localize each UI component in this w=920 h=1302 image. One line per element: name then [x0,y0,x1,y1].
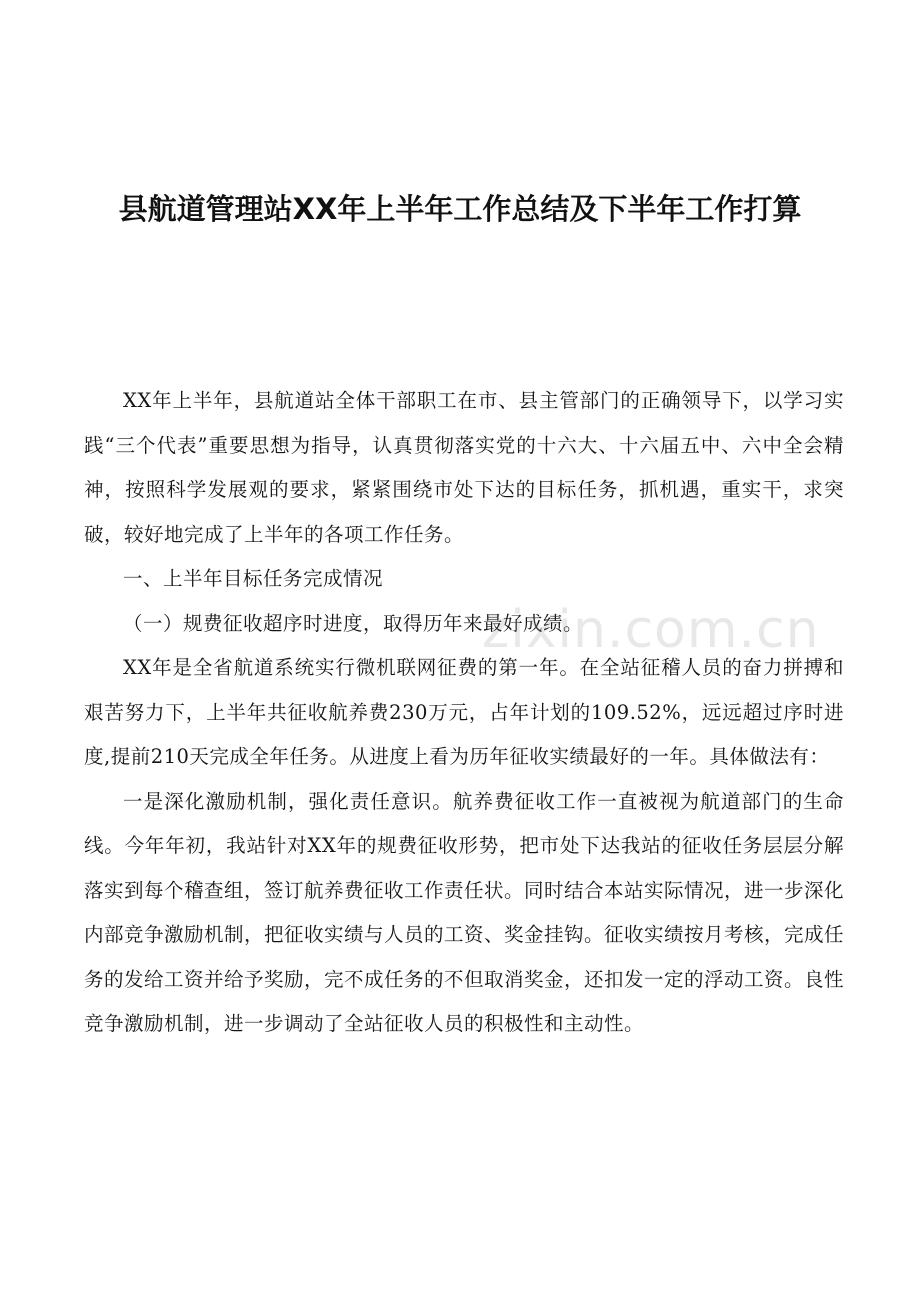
subsection-heading-1: （一）规费征收超序时进度，取得历年来最好成绩。 [123,611,584,635]
paragraph-fee-collection: XX年是全省航道系统实行微机联网征费的第一年。在全站征稽人员的奋力拼搏和艰苦努力下，上半年共征收航养费230万元，占年计划的109.52%，远远超过序时进度,提前210天完成全年任务。从进度上看为历年征收实绩最好的一年。具体做法有： [84,656,844,768]
watermark-text: zixin.com.cn [482,600,820,660]
document-body [84,379,844,1047]
document-title: 县航道管理站XX年上半年工作总结及下半年工作打算 [118,192,802,226]
section-heading-1: 一、上半年目标任务完成情况 [123,567,384,590]
paragraph-incentive-mechanism: 一是深化激励机制，强化责任意识。航养费征收工作一直被视为航道部门的生命线。今年年初，我站针对XX年的规费征收形势，把市处下达我站的征收任务层层分解落实到每个稽查组，签订航养费征收工作责任状。同时结合本站实际情况，进一步深化内部竞争激励机制，把征收实绩与人员的工资、奖金挂钩。征收实绩按月考核，完成任务的发给工资并给予奖励，完不成任务的不但取消奖金，还扣发一定的浮动工资。良性竞争激励机制，进一步调动了全站征收人员的积极性和主动性。 [84,789,845,1035]
paragraph-intro: XX年上半年，县航道站全体干部职工在市、县主管部门的正确领导下，以学习实践“三个代表”重要思想为指导，认真贯彻落实党的十六大、十六届五中、六中全会精神，按照科学发展观的要求，紧紧围绕市处下达的目标任务，抓机遇，重实干，求突破，较好地完成了上半年的各项工作任务。 [84,389,844,546]
